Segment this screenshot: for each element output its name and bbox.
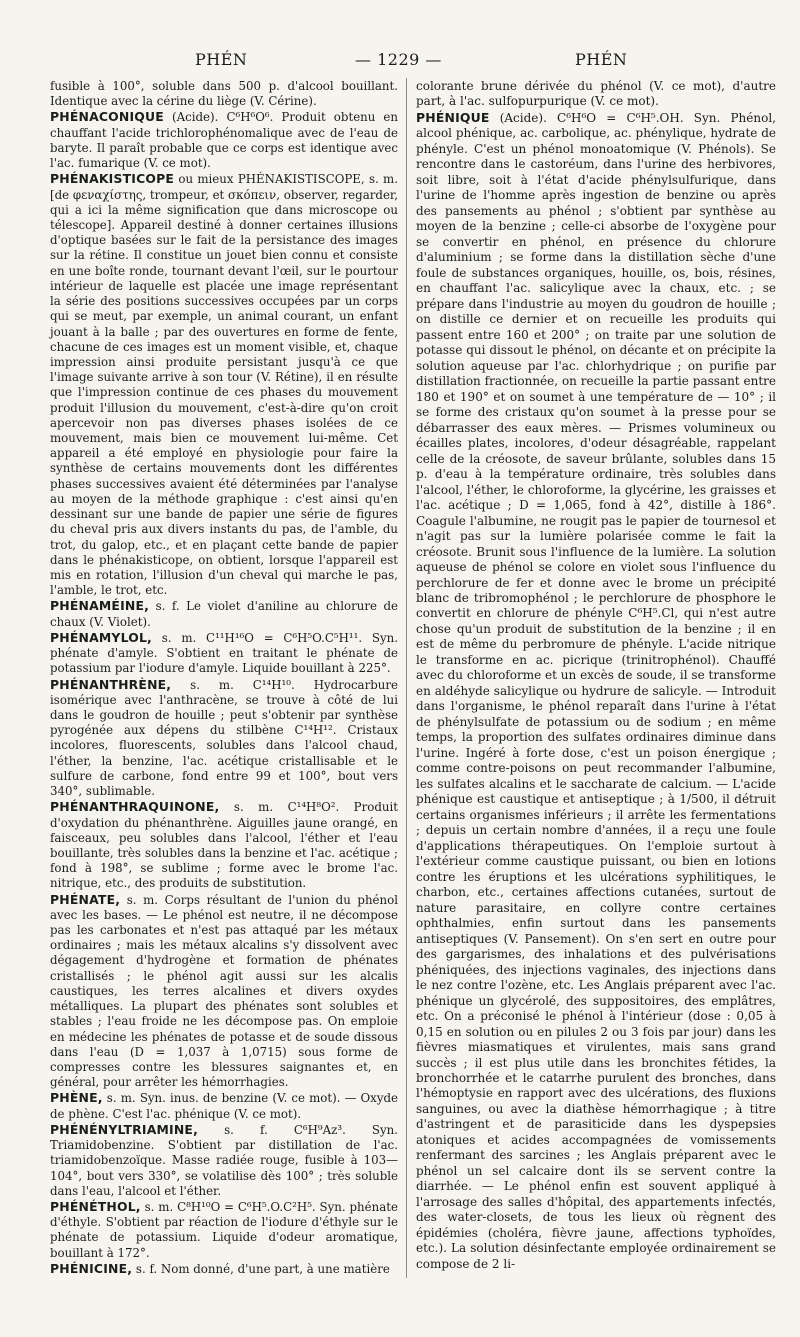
entry-grammar: (Acide). <box>172 110 219 125</box>
entry-text: [de φεναχίστης, trompeur, et σκόπειν, observer, regarder, qui a ici la même signification que dans microscope ou télescope]. Appareil destiné à donner certaines illusions d'optique basées sur le fait de la persistance des images sur la rétine. Il constitue un jouet bien connu et consiste en une boîte ronde, tournant devant l'œil, sur le pourtour intérieur de laquelle est placée une image représentant la série des positions successives occupées par un corps qui se meut, par exemple, un animal courant, un enfant jouant à la balle ; par des ouvertures en forme de fente, chacune de ces images est un moment visible, et, chaque impression ainsi produite persistant jusqu'à ce que l'image suivante arrive à son tour (V. Rétine), il en résulte que l'impression continue de ces phases du mouvement produit l'illusion du mouvement, c'est-à-dire qu'on croit apercevoir non pas diverses phases isolées de ce mouvement, mais bien ce mouvement lui-même. Cet appareil a été employé en physiologie pour faire la synthèse de certains mouvements dont les différentes phases successives avaient été déterminées par l'analyse au moyen de la méthode graphique : c'est ainsi qu'en dessinant sur une bande de papier une série de figures du cheval pris aux divers instants du pas, de l'amble, du trot, du galop, etc., et en plaçant cette bande de papier dans le phénakisticope, on obtient, lorsque l'appareil est mis en rotation, l'illusion d'un cheval qui marche le pas, l'amble, le trot, etc. <box>50 187 399 598</box>
dictionary-entry <box>50 78 398 109</box>
entry-text: C⁸H¹⁰O = C⁶H⁵.O.C²H⁵. Syn. phénate d'éthyle. S'obtient par réaction de l'iodure d'éthyle sur le phénate de potassium. Liquide d'odeur aromatique, bouillant à 172°. <box>50 1199 398 1260</box>
entry-grammar: s. f. <box>135 1261 158 1276</box>
entry-grammar: s. f. <box>155 599 180 614</box>
entry-text: C¹¹H¹⁶O = C⁶H⁵O.C⁵H¹¹. Syn. phénate d'amyle. S'obtient en traitant le phénate de potassium par l'iodure d'amyle. Liquide bouillant à 225°. <box>50 630 399 676</box>
entry-text: C¹⁴H⁸O². Produit d'oxydation du phénanthrène. Aiguilles jaune orangé, en faisceaux, peu solubles dans l'alcool, l'éther et l'eau bouillante, très solubles dans la benzine et l'ac. acétique ; fond à 198°, se sublime ; forme avec le brome l'ac. nitrique, etc., des produits de substitution. <box>50 800 399 891</box>
dictionary-entry <box>50 892 398 1091</box>
entry-headword: PHÉNANTHRÈNE, <box>50 676 172 692</box>
entry-text: colorante brune dérivée du phénol (V. ce mot), d'autre part, à l'ac. sulfopurpurique (V. ce mot). <box>416 79 776 109</box>
left-column <box>50 78 398 1277</box>
entry-headword: PHÉNAMYLOL, <box>50 629 152 645</box>
page-number: — 1229 — <box>355 50 442 69</box>
entry-headword: PHÉNAKISTICOPE <box>50 171 175 187</box>
dictionary-entry <box>50 1261 398 1277</box>
running-head-right: PHÉN <box>575 50 628 69</box>
dictionary-entry <box>50 598 398 629</box>
entry-headword: PHÉNATE, <box>50 891 121 907</box>
entry-text: Corps résultant de l'union du phénol avec les bases. — Le phénol est neutre, il ne décompose pas les carbonates et n'est pas attaqué par les métaux ordinaires ; mais les métaux alcalins s'y dissolvent avec dégagement d'hydrogène et formation de phénates cristallisés ; le phénol agit aussi sur les alcalis caustiques, les terres alcalines et divers oxydes métalliques. La plupart des phénates sont solubles et stables ; l'eau froide ne les décompose pas. On emploie en médecine les phénates de potasse et de soude dissous dans l'eau (D = 1,037 à 1,0715) sous forme de compresses contre les blessures saignantes et, en général, pour arrêter les hémorrhagies. <box>50 892 398 1090</box>
entry-grammar: (Acide). <box>499 110 547 125</box>
dictionary-entry <box>50 1122 398 1199</box>
entry-headword: PHÉNÉTHOL, <box>50 1198 141 1214</box>
entry-headword: PHÉNACONIQUE <box>50 109 164 125</box>
entry-headword: PHÉNÉNYLTRIAMINE, <box>50 1121 199 1137</box>
entry-grammar: s. m. <box>144 1199 174 1214</box>
entry-headword: PHÉNANTHRAQUINONE, <box>50 799 220 815</box>
dictionary-entry <box>50 1199 398 1261</box>
dictionary-entry <box>50 630 398 677</box>
running-head <box>0 50 800 74</box>
right-column <box>416 78 776 1272</box>
dictionary-entry <box>50 677 398 800</box>
entry-text: C⁶H⁶O⁶. Produit obtenu en chauffant l'acide trichlorophénomalique avec de l'eau de baryte. Il paraît probable que ce corps est identique avec l'ac. fumarique (V. ce mot). <box>50 110 398 171</box>
entry-grammar: s. m. <box>190 677 234 692</box>
entry-grammar: s. m. <box>233 800 274 815</box>
entry-text: fusible à 100°, soluble dans 500 p. d'alcool bouillant. Identique avec la cérine du liège (V. Cérine). <box>50 79 398 109</box>
dictionary-entry <box>50 171 398 598</box>
entry-text: C⁶H⁶O = C⁶H⁵.OH. Syn. Phénol, alcool phénique, ac. carbolique, ac. phénylique, hydrate de phényle. C'est un phénol monoatomique (V. Phénols). Se rencontre dans le castoréum, dans l'urine des herbivores, soit libre, soit à l'état d'acide phénylsulfurique, dans l'urine de l'homme après ingestion de benzine ou après des pansements au phénol ; s'obtient par synthèse au moyen de la benzine ; celle-ci absorbe de l'oxygène pour se convertir en phénol, en présence du chlorure d'aluminium ; se forme dans la distillation sèche d'une foule de substances organiques, houille, os, bois, résines, en chauffant l'ac. salicylique avec la chaux, etc. ; se prépare dans l'industrie au moyen du goudron de houille ; on distille ce dernier et on recueille les produits qui passent entre 160 et 200° ; on traite par une solution de potasse qui dissout le phénol, on décante et on précipite la solution aqueuse par l'ac. chlorhydrique ; on purifie par distillation fractionnée, on recueille la partie passant entre 180 et 190° et on soumet à une température de — 10° ; il se forme des cristaux qu'on soumet à la presse pour se débarrasser des eaux mères. — Prismes volumineux ou écailles plates, incolores, d'odeur désagréable, rappelant celle de la créosote, de saveur brûlante, solubles dans 15 p. d'eau à la température ordinaire, très solubles dans l'alcool, l'éther, le chloroforme, la glycérine, les graisses et l'ac. acétique ; D = 1,065, fond à 42°, distille à 186°. Coagule l'albumine, ne rougit pas le papier de tournesol et n'agit pas sur la lumière polarisée comme le fait la créosote. Brunit sous l'influence de la lumière. La solution aqueuse de phénol se colore en violet sous l'influence du perchlorure de fer et donne avec le brome un précipité blanc de tribromophénol ; le perchlorure de phosphore le convertit en chlorure de phényle C⁶H⁵.Cl, qui n'est autre chose qu'un produit de substitution de la benzine ; il en est de même du perbromure de phényle. L'acide nitrique le transforme en ac. picrique (trinitrophénol). Chauffé avec du chloroforme et un excès de soude, il se transforme en aldéhyde salicylique ou hydrure de salicyle. — Introduit dans l'organisme, le phénol reparaît dans l'urine à l'état de phénylsulfate de potassium ou de sodium ; en même temps, la proportion des sulfates ordinaires diminue dans l'urine. Ingéré à forte dose, c'est un poison énergique ; comme contre-poisons on peut recommander l'albumine, les sulfates alcalins et le saccharate de calcium. — L'acide phénique est caustique et antiseptique ; à 1/500, il détruit certains organismes inférieurs ; il arrête les fermentations ; depuis un certain nombre d'années, il a reçu une foule d'applications thérapeutiques. On l'emploie surtout à l'extérieur comme caustique puissant, ou bien en lotions contre les éruptions et les ulcérations syphilitiques, le charbon, etc., certaines affections cutanées, surtout de nature parasitaire, en collyre contre certaines ophthalmies, enfin surtout dans les pansements antiseptiques (V. Pansement). On s'en sert en outre pour des gargarismes, des inhalations et des pulvérisations phéniquées, des injections vaginales, des injections dans le nez contre l'ozène, etc. Les Anglais préparent avec l'ac. phénique un glycérolé, des suppositoires, des emplâtres, etc. On a préconisé le phénol à l'intérieur (dose : 0,05 à 0,15 en solution ou en pilules 2 ou 3 fois par jour) dans les fièvres miasmatiques et virulentes, mais sans grand succès ; il est plus utile dans les bronchites fétides, la bronchorrhée et le catarrhe purulent des bronches, dans l'hémoptysie en rapport avec des ulcérations, des fluxions sanguines, ou avec la diathèse hémorrhagique ; à titre d'astringent et de parasiticide dans les dyspepsies atoniques et acides accompagnées de vomissements renfermant des sarcines ; les Anglais préparent avec le phénol un sel calcaire dont ils se servent contre la diarrhée. — Le phénol enfin est souvent appliqué à l'arrosage des salles d'hôpital, des appartements infectés, des water-closets, de tous les lieux où règnent des épidémies (choléra, fièvre jaune, affections typhoïdes, etc.). La solution désinfectante employée ordinairement se compose de 2 li- <box>416 110 776 1271</box>
entry-headword: PHÉNAMÉINE, <box>50 598 150 614</box>
entry-headword: PHÉNIQUE <box>416 109 490 125</box>
dictionary-entry <box>50 799 398 891</box>
entry-grammar: s. f. <box>224 1122 268 1137</box>
entry-text: Syn. inus. de benzine (V. ce mot). — Oxyde de phène. C'est l'ac. phénique (V. ce mot). <box>50 1091 399 1121</box>
entry-grammar: s. m. <box>106 1091 136 1106</box>
entry-text: Le violet d'aniline au chlorure de chaux (V. Violet). <box>50 599 399 629</box>
entry-text: C⁶H⁹Az³. Syn. Triamidobenzine. S'obtient par distillation de l'ac. triamidobenzoïque. Masse radiée rouge, fusible à 103—104°, bout vers 330°, se volatilise dès 100° ; très soluble dans l'eau, l'alcool et l'éther. <box>50 1122 399 1198</box>
entry-text: Nom donné, d'une part, à une matière <box>160 1261 390 1276</box>
entry-text: C¹⁴H¹⁰. Hydrocarbure isomérique avec l'anthracène, se trouve à côté de lui dans le goudron de houille ; peut s'obtenir par synthèse pyrogénée aux dépens du stilbène C¹⁴H¹². Cristaux incolores, fluorescents, solubles dans l'alcool chaud, l'éther, la benzine, l'ac. acétique cristallisable et le sulfure de carbone, fond entre 99 et 100°, bout vers 340°, sublimable. <box>50 677 398 799</box>
entry-grammar: ou mieux PHÉNAKISTISCOPE, s. m. <box>178 172 398 187</box>
entry-headword: PHÉNICINE, <box>50 1260 133 1276</box>
dictionary-entry <box>416 78 776 110</box>
entry-grammar: s. m. <box>126 892 159 907</box>
dictionary-entry <box>50 1090 398 1121</box>
entry-grammar: s. m. <box>161 630 197 645</box>
running-head-left: PHÉN <box>195 50 248 69</box>
dictionary-entry <box>416 110 776 1272</box>
entry-headword: PHÈNE, <box>50 1090 103 1106</box>
dictionary-entry <box>50 109 398 171</box>
column-divider <box>406 78 407 1278</box>
